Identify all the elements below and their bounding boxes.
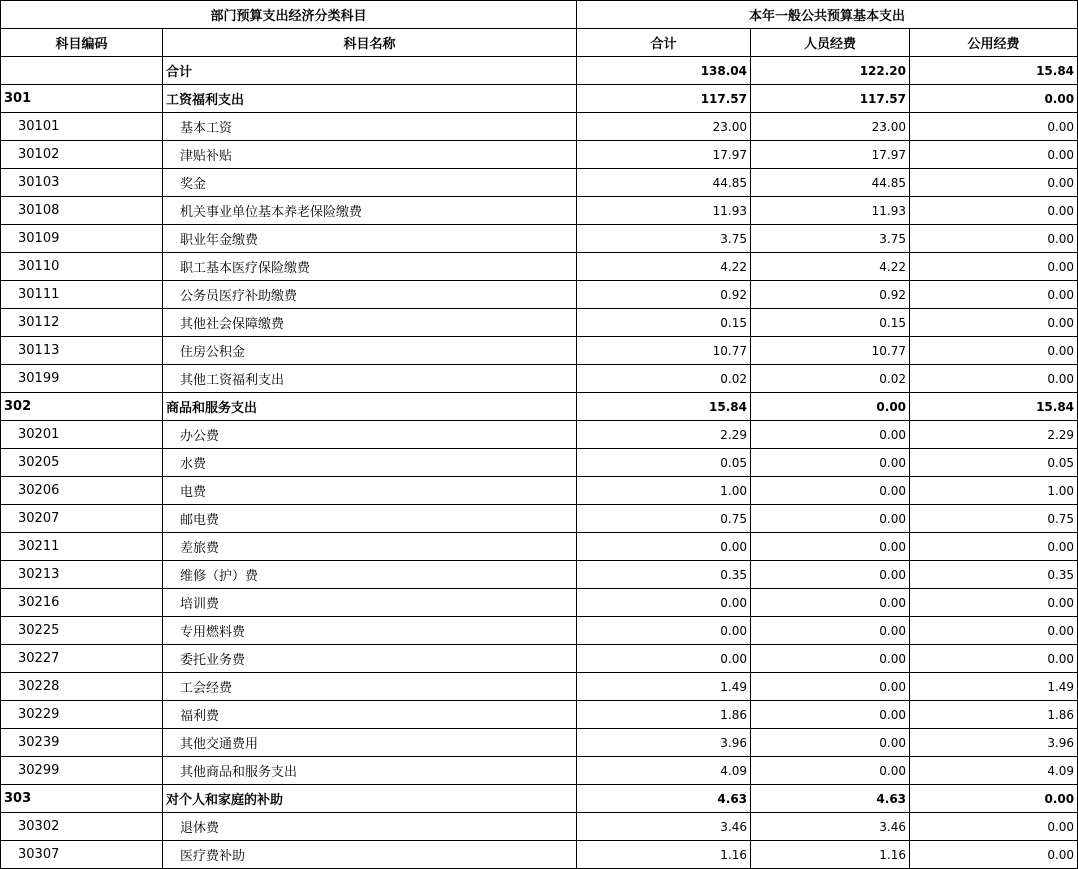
row-name: 办公费 [163,421,577,449]
row-public: 0.00 [910,169,1078,197]
table-row [1,561,1078,589]
table-body [1,57,1078,869]
row-total: 0.35 [577,561,751,589]
row-code: 301 [1,85,163,113]
row-public: 1.49 [910,673,1078,701]
row-name: 机关事业单位基本养老保险缴费 [163,197,577,225]
table-row [1,85,1078,113]
table-row [1,505,1078,533]
row-personnel: 0.15 [751,309,910,337]
row-code: 30227 [1,645,163,673]
row-public: 0.00 [910,309,1078,337]
row-name: 维修（护）费 [163,561,577,589]
row-personnel: 0.00 [751,645,910,673]
row-code: 30206 [1,477,163,505]
row-personnel: 1.16 [751,841,910,869]
table-row [1,309,1078,337]
header-group-row [1,1,1078,29]
row-code: 30207 [1,505,163,533]
row-total: 4.63 [577,785,751,813]
row-name: 基本工资 [163,113,577,141]
row-personnel: 3.75 [751,225,910,253]
row-personnel: 0.00 [751,449,910,477]
row-public: 0.00 [910,85,1078,113]
row-total: 17.97 [577,141,751,169]
table-row [1,673,1078,701]
row-name: 其他交通费用 [163,729,577,757]
row-public: 0.00 [910,533,1078,561]
row-total: 0.05 [577,449,751,477]
row-public: 0.75 [910,505,1078,533]
row-public: 0.00 [910,225,1078,253]
row-public: 0.00 [910,281,1078,309]
row-total: 138.04 [577,57,751,85]
header-left-group: 部门预算支出经济分类科目 [1,1,577,29]
row-personnel: 0.00 [751,477,910,505]
table-row [1,813,1078,841]
row-total: 0.02 [577,365,751,393]
table-row [1,449,1078,477]
row-name: 退休费 [163,813,577,841]
header-public: 公用经费 [910,29,1078,57]
row-code: 30228 [1,673,163,701]
row-total: 15.84 [577,393,751,421]
row-public: 0.05 [910,449,1078,477]
row-total: 4.09 [577,757,751,785]
row-code: 30213 [1,561,163,589]
row-total: 1.00 [577,477,751,505]
row-code: 30239 [1,729,163,757]
row-personnel: 0.00 [751,589,910,617]
row-personnel: 0.00 [751,393,910,421]
row-code: 30307 [1,841,163,869]
row-total: 3.46 [577,813,751,841]
row-name: 电费 [163,477,577,505]
header-personnel: 人员经费 [751,29,910,57]
row-code: 30112 [1,309,163,337]
table-row [1,281,1078,309]
row-name: 合计 [163,57,577,85]
table-row [1,197,1078,225]
row-code: 30201 [1,421,163,449]
row-code [1,57,163,85]
row-name: 专用燃料费 [163,617,577,645]
row-public: 0.00 [910,617,1078,645]
row-public: 3.96 [910,729,1078,757]
header-column-row [1,29,1078,57]
row-total: 44.85 [577,169,751,197]
row-total: 0.15 [577,309,751,337]
row-personnel: 11.93 [751,197,910,225]
row-total: 0.00 [577,533,751,561]
row-personnel: 0.00 [751,673,910,701]
table-row [1,645,1078,673]
table-row [1,113,1078,141]
row-code: 302 [1,393,163,421]
row-code: 30216 [1,589,163,617]
row-personnel: 0.92 [751,281,910,309]
row-code: 30101 [1,113,163,141]
row-name: 职业年金缴费 [163,225,577,253]
row-public: 0.35 [910,561,1078,589]
row-public: 0.00 [910,589,1078,617]
row-personnel: 0.00 [751,729,910,757]
row-personnel: 0.00 [751,757,910,785]
row-total: 1.49 [577,673,751,701]
row-code: 303 [1,785,163,813]
row-code: 30225 [1,617,163,645]
table-row [1,365,1078,393]
row-name: 津贴补贴 [163,141,577,169]
row-code: 30109 [1,225,163,253]
row-code: 30199 [1,365,163,393]
table-row [1,421,1078,449]
table-row [1,169,1078,197]
row-name: 其他工资福利支出 [163,365,577,393]
row-total: 0.00 [577,617,751,645]
row-code: 30110 [1,253,163,281]
row-personnel: 0.00 [751,421,910,449]
row-total: 0.75 [577,505,751,533]
table-row [1,785,1078,813]
row-code: 30299 [1,757,163,785]
row-total: 3.75 [577,225,751,253]
row-total: 117.57 [577,85,751,113]
row-public: 15.84 [910,57,1078,85]
row-name: 公务员医疗补助缴费 [163,281,577,309]
row-code: 30103 [1,169,163,197]
table-row [1,225,1078,253]
row-total: 23.00 [577,113,751,141]
row-personnel: 117.57 [751,85,910,113]
row-personnel: 0.00 [751,617,910,645]
row-total: 2.29 [577,421,751,449]
table-row [1,617,1078,645]
table-row [1,57,1078,85]
row-public: 0.00 [910,785,1078,813]
row-total: 0.92 [577,281,751,309]
row-code: 30302 [1,813,163,841]
row-name: 奖金 [163,169,577,197]
row-personnel: 0.00 [751,505,910,533]
row-personnel: 3.46 [751,813,910,841]
row-personnel: 4.22 [751,253,910,281]
row-code: 30229 [1,701,163,729]
row-code: 30102 [1,141,163,169]
row-public: 2.29 [910,421,1078,449]
row-public: 0.00 [910,197,1078,225]
row-total: 0.00 [577,589,751,617]
row-personnel: 44.85 [751,169,910,197]
row-public: 0.00 [910,253,1078,281]
header-name: 科目名称 [163,29,577,57]
header-total: 合计 [577,29,751,57]
row-personnel: 0.00 [751,533,910,561]
row-code: 30113 [1,337,163,365]
row-personnel: 122.20 [751,57,910,85]
row-personnel: 23.00 [751,113,910,141]
row-code: 30111 [1,281,163,309]
row-name: 邮电费 [163,505,577,533]
row-name: 商品和服务支出 [163,393,577,421]
row-name: 委托业务费 [163,645,577,673]
row-public: 1.00 [910,477,1078,505]
table-row [1,533,1078,561]
row-name: 差旅费 [163,533,577,561]
row-personnel: 10.77 [751,337,910,365]
row-public: 0.00 [910,141,1078,169]
row-name: 职工基本医疗保险缴费 [163,253,577,281]
row-name: 对个人和家庭的补助 [163,785,577,813]
row-personnel: 0.00 [751,701,910,729]
table-row [1,141,1078,169]
row-total: 1.16 [577,841,751,869]
row-name: 其他商品和服务支出 [163,757,577,785]
row-total: 11.93 [577,197,751,225]
header-code: 科目编码 [1,29,163,57]
row-name: 工会经费 [163,673,577,701]
row-public: 0.00 [910,813,1078,841]
row-public: 0.00 [910,365,1078,393]
header-right-group: 本年一般公共预算基本支出 [577,1,1078,29]
row-code: 30108 [1,197,163,225]
row-name: 住房公积金 [163,337,577,365]
row-personnel: 0.00 [751,561,910,589]
table-row [1,757,1078,785]
table-row [1,253,1078,281]
table-row [1,841,1078,869]
row-name: 工资福利支出 [163,85,577,113]
row-public: 0.00 [910,645,1078,673]
row-code: 30211 [1,533,163,561]
row-total: 4.22 [577,253,751,281]
row-name: 福利费 [163,701,577,729]
row-name: 水费 [163,449,577,477]
row-total: 10.77 [577,337,751,365]
row-name: 其他社会保障缴费 [163,309,577,337]
table-row [1,337,1078,365]
row-name: 培训费 [163,589,577,617]
row-public: 1.86 [910,701,1078,729]
row-personnel: 4.63 [751,785,910,813]
row-name: 医疗费补助 [163,841,577,869]
row-public: 4.09 [910,757,1078,785]
row-public: 0.00 [910,337,1078,365]
table-row [1,393,1078,421]
table-row [1,701,1078,729]
row-total: 0.00 [577,645,751,673]
table-row [1,729,1078,757]
row-personnel: 0.02 [751,365,910,393]
row-public: 0.00 [910,113,1078,141]
row-total: 1.86 [577,701,751,729]
table-row [1,589,1078,617]
row-public: 0.00 [910,841,1078,869]
row-public: 15.84 [910,393,1078,421]
table-row [1,477,1078,505]
row-personnel: 17.97 [751,141,910,169]
row-total: 3.96 [577,729,751,757]
row-code: 30205 [1,449,163,477]
